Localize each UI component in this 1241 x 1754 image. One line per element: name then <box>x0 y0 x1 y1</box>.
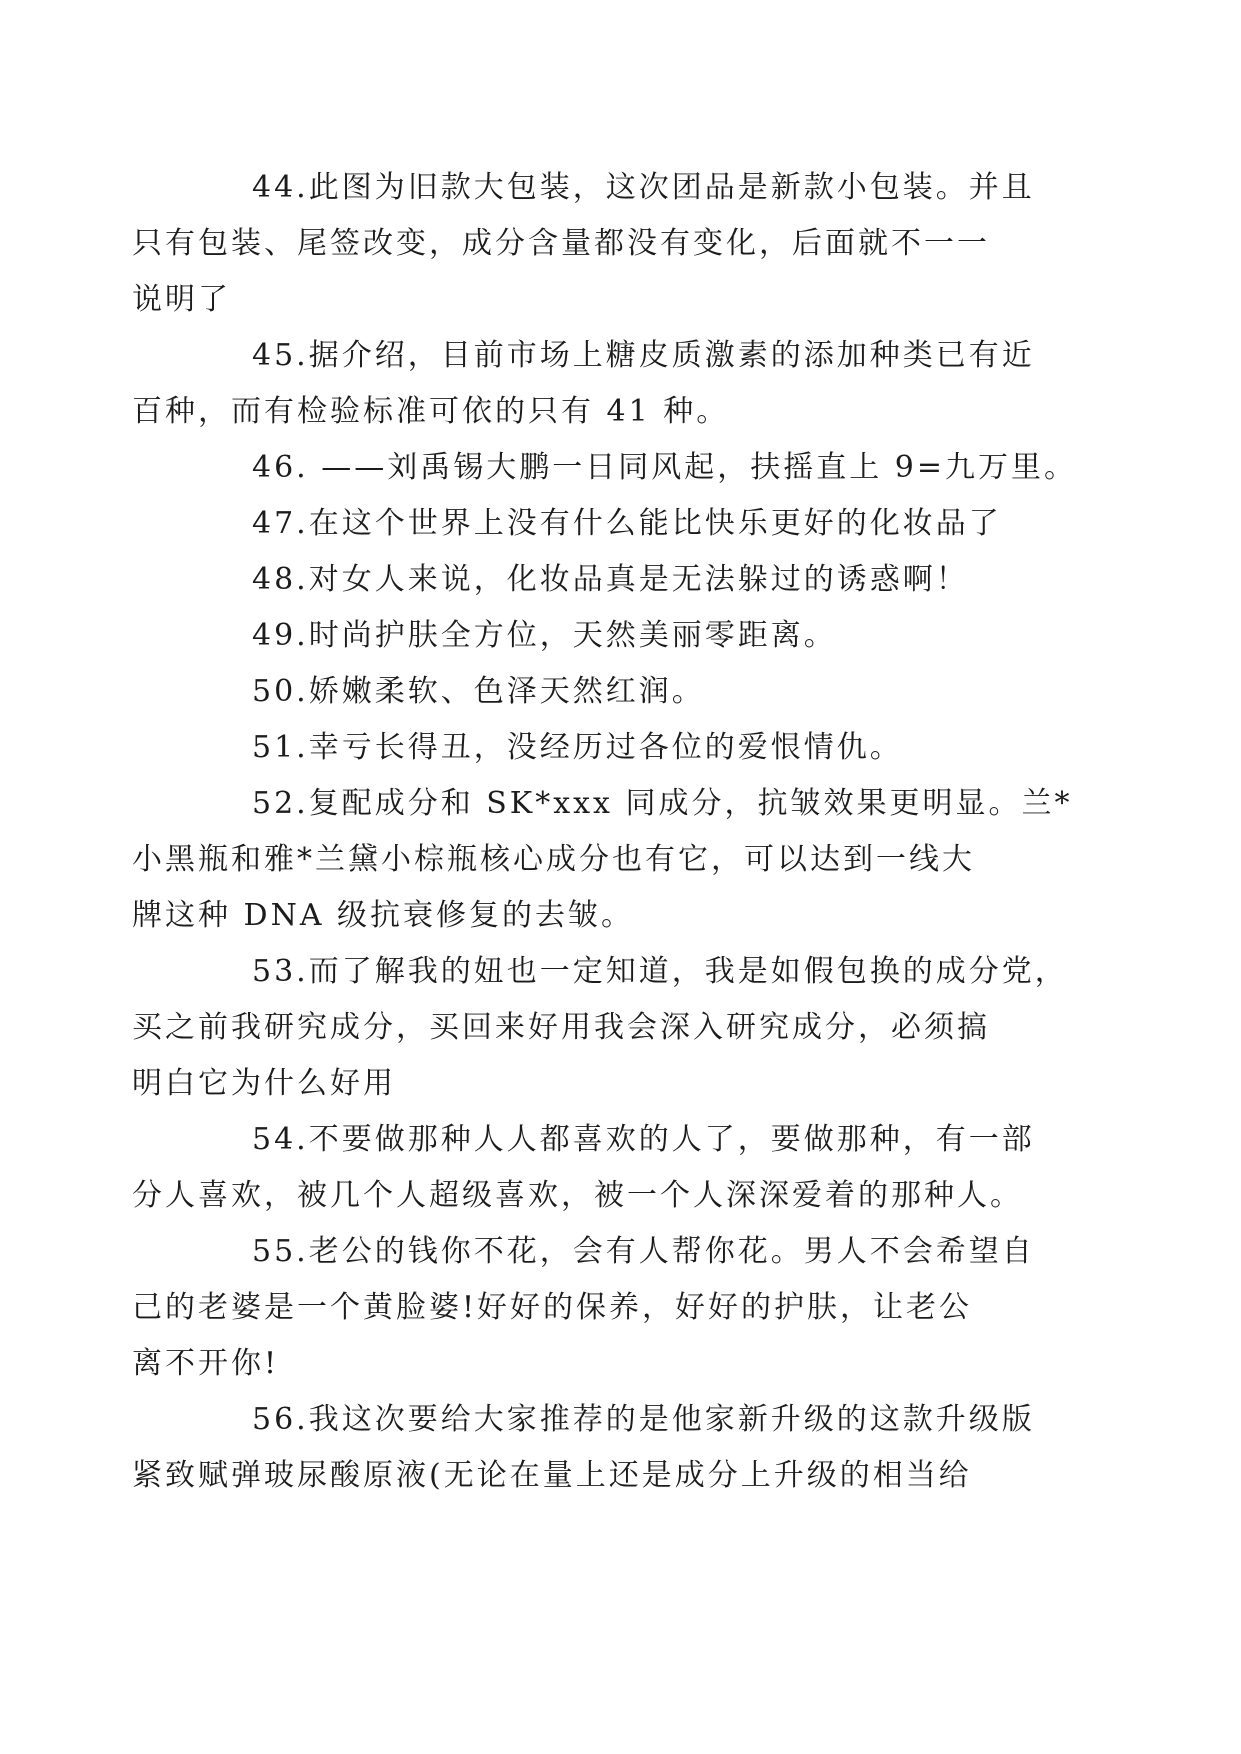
paragraph <box>132 1392 1058 1504</box>
text-line: 离不开你! <box>132 1346 280 1381</box>
text-line: 明白它为什么好用 <box>132 1066 396 1101</box>
text-line: 51.幸亏长得丑，没经历过各位的爱恨情仇。 <box>252 730 903 765</box>
document-body <box>132 160 1078 1504</box>
text-line: 50.娇嫩柔软、色泽天然红润。 <box>252 674 705 709</box>
text-line: 百种，而有检验标准可依的只有 41 种。 <box>132 394 730 429</box>
paragraph <box>192 664 1058 720</box>
text-line: 47.在这个世界上没有什么能比快乐更好的化妆品了 <box>252 506 1002 541</box>
text-line: 分人喜欢，被几个人超级喜欢，被一个人深深爱着的那种人。 <box>132 1178 1023 1213</box>
text-line: 牌这种 DNA 级抗衰修复的去皱。 <box>132 898 635 933</box>
paragraph <box>132 944 1068 1112</box>
text-line: 买之前我研究成分，买回来好用我会深入研究成分，必须搞 <box>132 1010 990 1045</box>
text-line: 紧致赋弹玻尿酸原液(无论在量上还是成分上升级的相当给 <box>132 1458 972 1493</box>
text-line: 46. ——刘禹锡大鹏一日同风起，扶摇直上 9=九万里。 <box>252 450 1078 485</box>
text-line: 只有包装、尾签改变，成分含量都没有变化，后面就不一一 <box>132 226 990 261</box>
paragraph <box>132 1224 1058 1392</box>
text-line: 53.而了解我的妞也一定知道，我是如假包换的成分党， <box>252 954 1068 989</box>
paragraph <box>192 608 1058 664</box>
text-line: 44.此图为旧款大包装，这次团品是新款小包装。并且 <box>252 170 1035 205</box>
text-line: 54.不要做那种人人都喜欢的人了，要做那种，有一部 <box>252 1122 1035 1157</box>
text-line: 49.时尚护肤全方位，天然美丽零距离。 <box>252 618 837 653</box>
text-line: 52.复配成分和 SK*xxx 同成分，抗皱效果更明显。兰* <box>252 786 1073 821</box>
paragraph <box>132 776 1073 944</box>
paragraph <box>132 1112 1058 1224</box>
paragraph <box>132 328 1058 440</box>
paragraph <box>132 160 1058 328</box>
paragraph <box>192 720 1058 776</box>
paragraph <box>192 552 1058 608</box>
text-line: 说明了 <box>132 282 231 317</box>
text-line: 55.老公的钱你不花，会有人帮你花。男人不会希望自 <box>252 1234 1035 1269</box>
text-line: 56.我这次要给大家推荐的是他家新升级的这款升级版 <box>252 1402 1035 1437</box>
text-line: 45.据介绍，目前市场上糖皮质激素的添加种类已有近 <box>252 338 1035 373</box>
text-line: 小黑瓶和雅*兰黛小棕瓶核心成分也有它，可以达到一线大 <box>132 842 975 877</box>
paragraph <box>192 440 1078 496</box>
paragraph <box>192 496 1058 552</box>
text-line: 48.对女人来说，化妆品真是无法躲过的诱惑啊！ <box>252 562 969 597</box>
text-line: 己的老婆是一个黄脸婆!好好的保养，好好的护肤，让老公 <box>132 1290 973 1325</box>
